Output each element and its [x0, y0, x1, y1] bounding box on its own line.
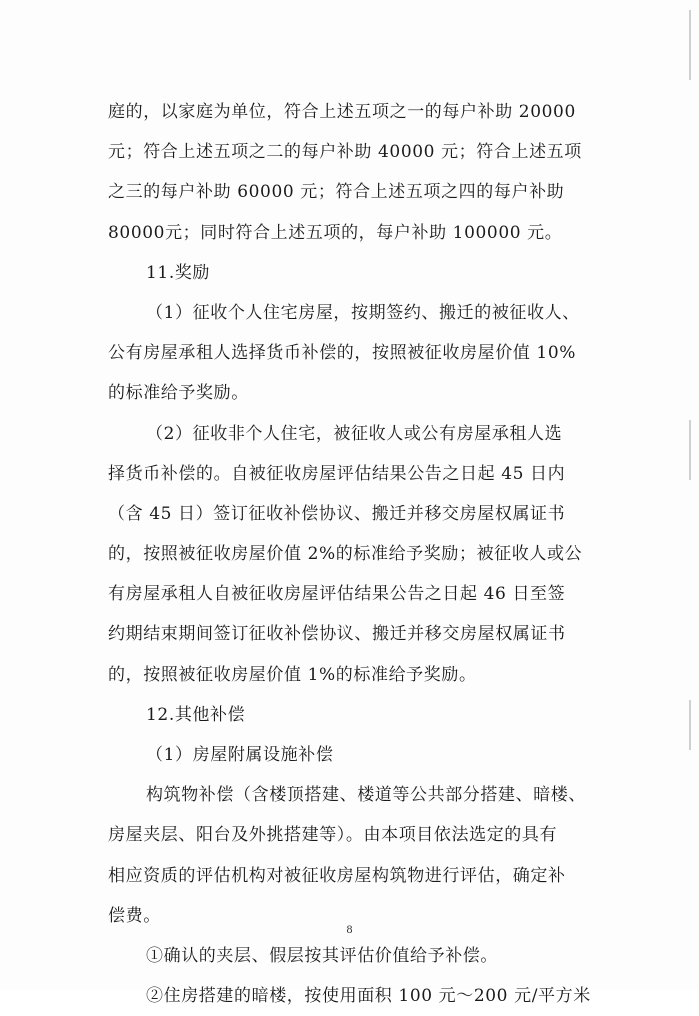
text-line: （含 45 日）签订征收补偿协议、搬迁并移交房屋权属证书: [108, 503, 566, 524]
scan-edge-mark: [689, 700, 691, 750]
text-line: 有房屋承租人自被征收房屋评估结果公告之日起 46 日至签: [108, 584, 566, 605]
text-line: 庭的，以家庭为单位，符合上述五项之一的每户补助 20000: [108, 102, 576, 122]
text-line: 的，按照被征收房屋价值 1%的标准给予奖励。: [108, 664, 477, 685]
text-line: 偿费。: [108, 905, 161, 926]
text-line: 元；符合上述五项之二的每户补助 40000 元；符合上述五项: [108, 142, 582, 163]
text-line: 80000元；同时符合上述五项的，每户补助 100000 元。: [108, 222, 563, 243]
section-heading: 11.奖励: [146, 262, 211, 283]
section-heading: 12.其他补偿: [146, 704, 246, 725]
text-line: 构筑物补偿（含楼顶搭建、楼道等公共部分搭建、暗楼、: [146, 785, 586, 806]
body-text: [108, 92, 608, 1016]
scan-edge-mark: [689, 420, 691, 480]
text-line: 公有房屋承租人选择货币补偿的，按照被征收房屋价值 10%: [108, 343, 576, 364]
text-line: （1）征收个人住宅房屋，按期签约、搬迁的被征收人、: [146, 302, 580, 323]
text-line: 相应资质的评估机构对被征收房屋构筑物进行评估，确定补: [108, 865, 566, 886]
text-line: 之三的每户补助 60000 元；符合上述五项之四的每户补助: [108, 182, 565, 203]
text-line: ②住房搭建的暗楼，按使用面积 100 元～200 元/平方米: [146, 986, 591, 1007]
text-line: 房屋夹层、阳台及外挑搭建等）。由本项目依法选定的具有: [108, 825, 558, 846]
page-number: 8: [346, 922, 353, 936]
text-line: （2）征收非个人住宅，被征收人或公有房屋承租人选: [146, 423, 563, 444]
text-line: 的标准给予奖励。: [108, 383, 249, 404]
scan-edge-mark: [689, 10, 691, 80]
text-line: 约期结束期间签订征收补偿协议、搬迁并移交房屋权属证书: [108, 624, 566, 645]
text-line: 的，按照被征收房屋价值 2%的标准给予奖励；被征收人或公: [108, 544, 583, 565]
text-line: ①确认的夹层、假层按其评估价值给予补偿。: [146, 945, 498, 966]
text-line: 择货币补偿的。自被征收房屋评估结果公告之日起 45 日内: [108, 463, 566, 484]
subsection-heading: （1）房屋附属设施补偿: [146, 745, 334, 765]
